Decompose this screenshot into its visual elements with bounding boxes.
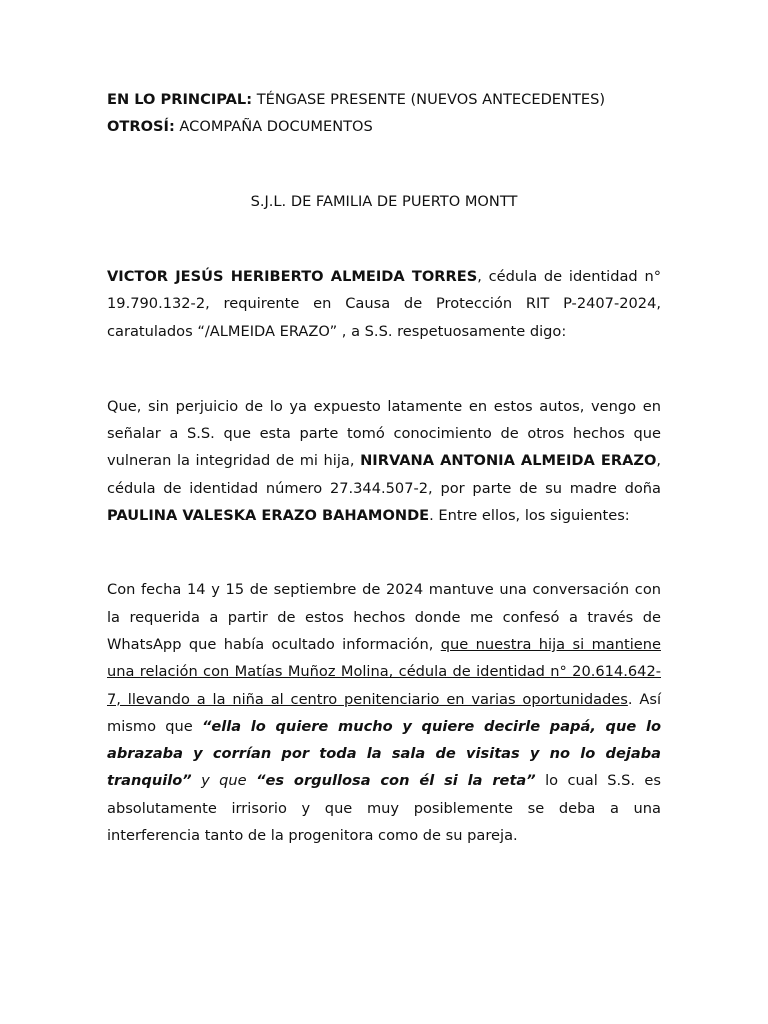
- quote-connector: y que: [191, 772, 257, 790]
- otrosi-label: OTROSÍ:: [107, 118, 175, 135]
- quote-2: “es orgullosa con él si la reta”: [256, 772, 536, 790]
- para1-text-1: Que, sin perjuicio de lo ya expuesto latamente en estos autos, vengo en señalar a S.S. que esta parte tomó conocimiento de otros hechos que vulneran la integridad de mi hija,: [107, 397, 661, 470]
- para2-text-2: . Así mismo que: [107, 690, 662, 735]
- document-page: [107, 86, 661, 849]
- intro-paragraph: [107, 263, 661, 345]
- facts-paragraph-2: [107, 576, 661, 849]
- document-heading: [107, 86, 661, 140]
- para1-text-3: . Entre ellos, los siguientes:: [429, 507, 630, 525]
- otrosi-text: ACOMPAÑA DOCUMENTOS: [179, 118, 373, 135]
- quote-1: “ella lo quiere mucho y quiere decirle papá, que lo abrazaba y corrían por toda la sala de visitas y no lo dejaba tranquilo”: [107, 717, 661, 790]
- principal-text: TÉNGASE PRESENTE (NUEVOS ANTECEDENTES): [256, 91, 606, 108]
- petitioner-name: VICTOR JESÚS HERIBERTO ALMEIDA TORRES: [107, 268, 478, 285]
- principal-label: EN LO PRINCIPAL:: [107, 91, 253, 108]
- facts-paragraph-1: [107, 393, 661, 529]
- intro-text: , cédula de identidad n° 19.790.132-2, requirente en Causa de Protección RIT P-2407-2024, caratulados “/ALMEIDA ERAZO” , a S.S. respetuosamente digo:: [107, 268, 661, 340]
- para1-text-2: , cédula de identidad número 27.344.507-2, por parte de su madre doña: [107, 452, 661, 497]
- underlined-statement: que nuestra hija si mantiene una relación con Matías Muñoz Molina, cédula de identidad n° 20.614.642-7, llevando a la niña al centro penitenciario en varias oportunidades: [107, 635, 661, 708]
- para2-text-3: lo cual S.S. es absolutamente irrisorio y que muy posiblemente se deba a una interferencia tanto de la progenitora como de su pareja.: [107, 772, 662, 845]
- mother-name: PAULINA VALESKA ERAZO BAHAMONDE: [107, 507, 430, 525]
- court-title: S.J.L. DE FAMILIA DE PUERTO MONTT: [250, 193, 518, 210]
- para2-text-1: Con fecha 14 y 15 de septiembre de 2024 mantuve una conversación con la requerida a partir de estos hechos donde me confesó a través de WhatsApp que había ocultado información,: [107, 581, 661, 653]
- child-name: NIRVANA ANTONIA ALMEIDA ERAZO: [360, 452, 657, 470]
